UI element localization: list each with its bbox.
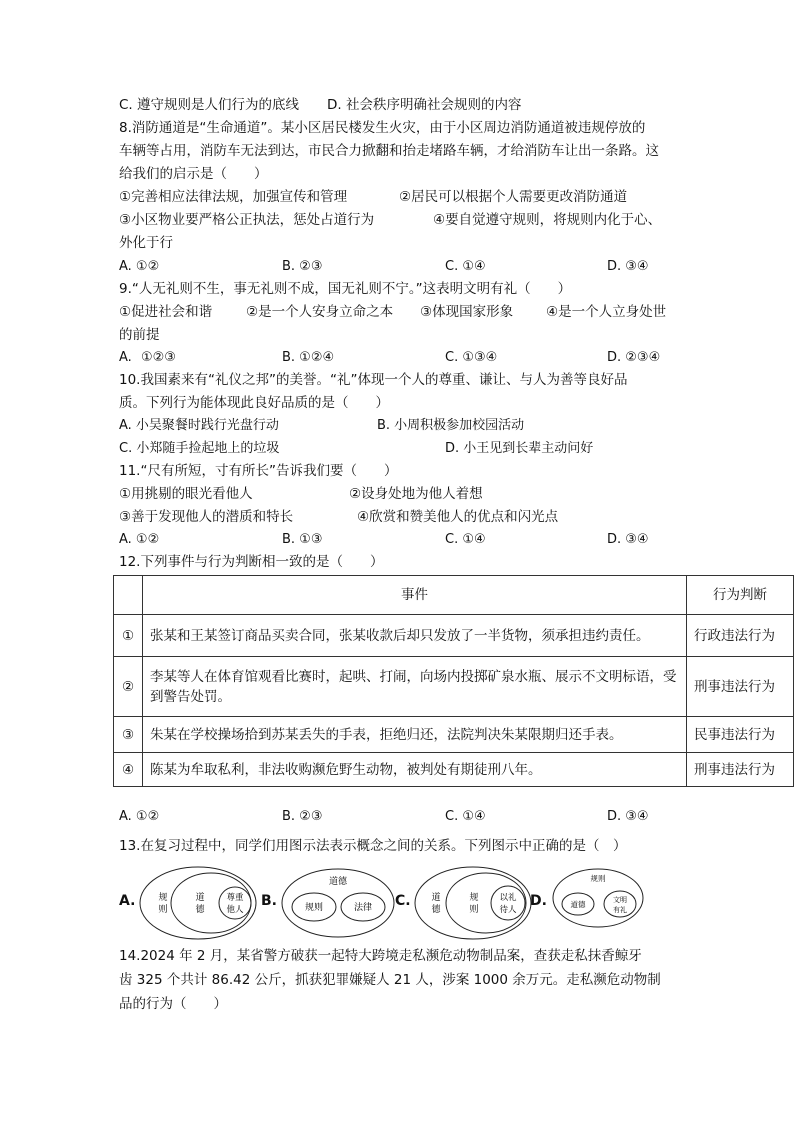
q8-statement-1: ①完善相应法律法规，加强宣传和管理	[119, 189, 348, 205]
q8-stem-line-2: 车辆等占用，消防车无法到达，市民合力掀翻和抬走堵路车辆，才给消防车让出一条路。这	[119, 143, 659, 159]
q9-option-c[interactable]: C. ①③④	[445, 350, 498, 365]
q13-option-b-letter[interactable]: B.	[261, 893, 277, 909]
diagram-a-label-inner-2: 他人	[226, 905, 244, 915]
table-header-judgment: 行为判断	[687, 576, 794, 615]
q11-statement-1: ①用挑剔的眼光看他人	[119, 486, 253, 502]
diagram-a-label-inner-1: 尊重	[226, 893, 244, 903]
q9-statement-2: ②是一个人安身立命之本	[246, 304, 394, 320]
q9-option-b[interactable]: B. ①②④	[282, 350, 335, 365]
row-event: 李某等人在体育馆观看比赛时，起哄、打闹，向场内投掷矿泉水瓶、展示不文明标语，受到警告处罚。	[143, 657, 687, 717]
diagram-a-label-middle	[195, 891, 205, 915]
q11-statement-3: ③善于发现他人的潜质和特长	[119, 509, 294, 525]
q8-option-a[interactable]: A. ①②	[119, 259, 160, 274]
q9-stem: 9.“人无礼则不生，事无礼则不成，国无礼则不宁。”这表明文明有礼（ ）	[119, 281, 572, 297]
table-row	[114, 717, 794, 753]
q14-stem-line-2: 齿 325 个共计 86.42 公斤，抓获犯罪嫌疑人 21 人，涉案 1000 余万元。走私濒危动物制	[119, 972, 661, 988]
q8-option-c[interactable]: C. ①④	[445, 259, 486, 274]
row-judgment: 刑事违法行为	[687, 657, 794, 717]
q8-stem-line-3: 给我们的启示是（ ）	[119, 166, 268, 182]
diagram-a-label-outer-2: 则	[158, 905, 168, 915]
diagram-a-label-outer	[158, 891, 167, 915]
q8-option-d[interactable]: D. ③④	[607, 259, 649, 274]
q11-statement-2: ②设身处地为他人着想	[349, 486, 483, 502]
q14-stem-line-3: 品的行为（ ）	[119, 996, 227, 1012]
row-index: ④	[114, 753, 143, 787]
diagram-b-label-left: 规则	[304, 903, 324, 913]
table-row	[114, 615, 794, 657]
diagram-c-label-middle-1: 规	[469, 893, 479, 903]
q9-option-a[interactable]: ①②③	[141, 350, 176, 365]
table-header-event: 事件	[143, 576, 687, 615]
q8-statement-4: ④要自觉遵守规则，将规则内化于心、	[433, 212, 662, 228]
q10-option-c[interactable]: C. 小郑随手捡起地上的垃圾	[119, 441, 280, 456]
diagram-c-label-outer-2: 德	[431, 905, 441, 915]
table-header-row	[114, 576, 794, 615]
diagram-d-label-right-1: 文明	[613, 896, 627, 904]
diagram-c-label-middle	[469, 891, 478, 915]
row-event: 陈某为牟取私利，非法收购濒危野生动物，被判处有期徒刑八年。	[143, 753, 687, 787]
q10-stem-line-1: 10.我国素来有“礼仪之邦”的美誉。“礼”体现一个人的尊重、谦让、与人为善等良好品	[119, 372, 628, 388]
q12-stem: 12.下列事件与行为判断相一致的是（ ）	[119, 554, 384, 570]
q13-stem: 13.在复习过程中，同学们用图示法表示概念之间的关系。下列图示中正确的是（ ）	[119, 838, 627, 854]
q11-option-a[interactable]: A. ①②	[119, 532, 160, 547]
table-header-index	[114, 576, 143, 615]
table-row	[114, 753, 794, 787]
diagram-d-label-right-2: 有礼	[613, 906, 627, 914]
q7-option-d: D. 社会秩序明确社会规则的内容	[327, 97, 522, 113]
row-index: ①	[114, 615, 143, 657]
diagram-d-label-right	[613, 895, 627, 914]
diagram-c-label-middle-2: 则	[469, 905, 479, 915]
q12-option-c[interactable]: C. ①④	[445, 809, 486, 824]
diagram-a-label-outer-1: 规	[158, 893, 168, 903]
q11-stem: 11.“尺有所短，寸有所长”告诉我们要（ ）	[119, 463, 398, 479]
diagram-b-label-right: 法律	[353, 903, 373, 913]
q13-diagram-d[interactable]	[550, 864, 646, 934]
q13-diagram-b[interactable]	[279, 864, 397, 942]
q9-statement-4-cont: 的前提	[119, 327, 160, 343]
q8-statement-3: ③小区物业要严格公正执法，惩处占道行为	[119, 212, 375, 228]
q8-option-b[interactable]: B. ②③	[282, 259, 323, 274]
row-judgment: 刑事违法行为	[687, 753, 794, 787]
diagram-c-label-inner	[499, 892, 517, 915]
q10-option-b[interactable]: B. 小周积极参加校园活动	[377, 418, 525, 433]
q13-option-c-letter[interactable]: C.	[395, 893, 411, 909]
row-index: ③	[114, 717, 143, 753]
q10-stem-line-2: 质。下列行为能体现此良好品质的是（ ）	[119, 395, 389, 411]
q7-option-c: C. 遵守规则是人们行为的底线	[119, 97, 300, 113]
q13-diagram-c[interactable]	[412, 864, 534, 942]
q12-option-d[interactable]: D. ③④	[607, 809, 649, 824]
q10-option-d[interactable]: D. 小王见到长辈主动问好	[445, 441, 594, 456]
q8-statement-2: ②居民可以根据个人需要更改消防通道	[399, 189, 628, 205]
q12-event-table	[113, 575, 794, 787]
diagram-c-label-outer	[431, 891, 441, 915]
q11-option-d[interactable]: D. ③④	[607, 532, 649, 547]
diagram-d-label-outer: 规则	[590, 874, 606, 883]
q11-statement-4: ④欣赏和赞美他人的优点和闪光点	[357, 509, 559, 525]
diagram-a-label-middle-1: 道	[195, 893, 205, 903]
q13-option-d-letter[interactable]: D.	[530, 893, 547, 909]
table-row	[114, 657, 794, 717]
diagram-a-label-inner	[226, 892, 244, 915]
q11-option-c[interactable]: C. ①④	[445, 532, 486, 547]
q11-option-b[interactable]: B. ①③	[282, 532, 323, 547]
q9-statement-1: ①促进社会和谐	[119, 304, 213, 320]
row-index: ②	[114, 657, 143, 717]
q9-option-a-letter[interactable]: A.	[119, 350, 132, 365]
diagram-c-label-outer-1: 道	[431, 893, 441, 903]
diagram-c-label-inner-2: 待人	[499, 905, 517, 915]
q13-option-a-letter[interactable]: A.	[119, 893, 136, 909]
q10-option-a[interactable]: A. 小吴聚餐时践行光盘行动	[119, 418, 279, 433]
diagram-d-label-left: 道德	[570, 900, 586, 909]
q8-statement-4-cont: 外化于行	[119, 235, 173, 251]
diagram-b-label-outer: 道德	[328, 877, 348, 887]
row-event: 朱某在学校操场拾到苏某丢失的手表，拒绝归还，法院判决朱某限期归还手表。	[143, 717, 687, 753]
diagram-a-label-middle-2: 德	[195, 905, 205, 915]
row-judgment: 行政违法行为	[687, 615, 794, 657]
row-judgment: 民事违法行为	[687, 717, 794, 753]
q9-statement-4: ④是一个人立身处世	[546, 304, 667, 320]
q13-diagram-a[interactable]	[137, 864, 259, 942]
q9-option-d[interactable]: D. ②③④	[607, 350, 661, 365]
q9-statement-3: ③体现国家形象	[420, 304, 514, 320]
q8-stem-line-1: 8.消防通道是“生命通道”。某小区居民楼发生火灾，由于小区周边消防通道被违规停放的	[119, 120, 646, 136]
q12-option-b[interactable]: B. ②③	[282, 809, 323, 824]
q12-option-a[interactable]: A. ①②	[119, 809, 160, 824]
q14-stem-line-1: 14.2024 年 2 月，某省警方破获一起特大跨境走私濒危动物制品案，查获走私抹香鲸牙	[119, 948, 642, 964]
diagram-c-label-inner-1: 以礼	[499, 893, 517, 903]
row-event: 张某和王某签订商品买卖合同，张某收款后却只发放了一半货物，须承担违约责任。	[143, 615, 687, 657]
